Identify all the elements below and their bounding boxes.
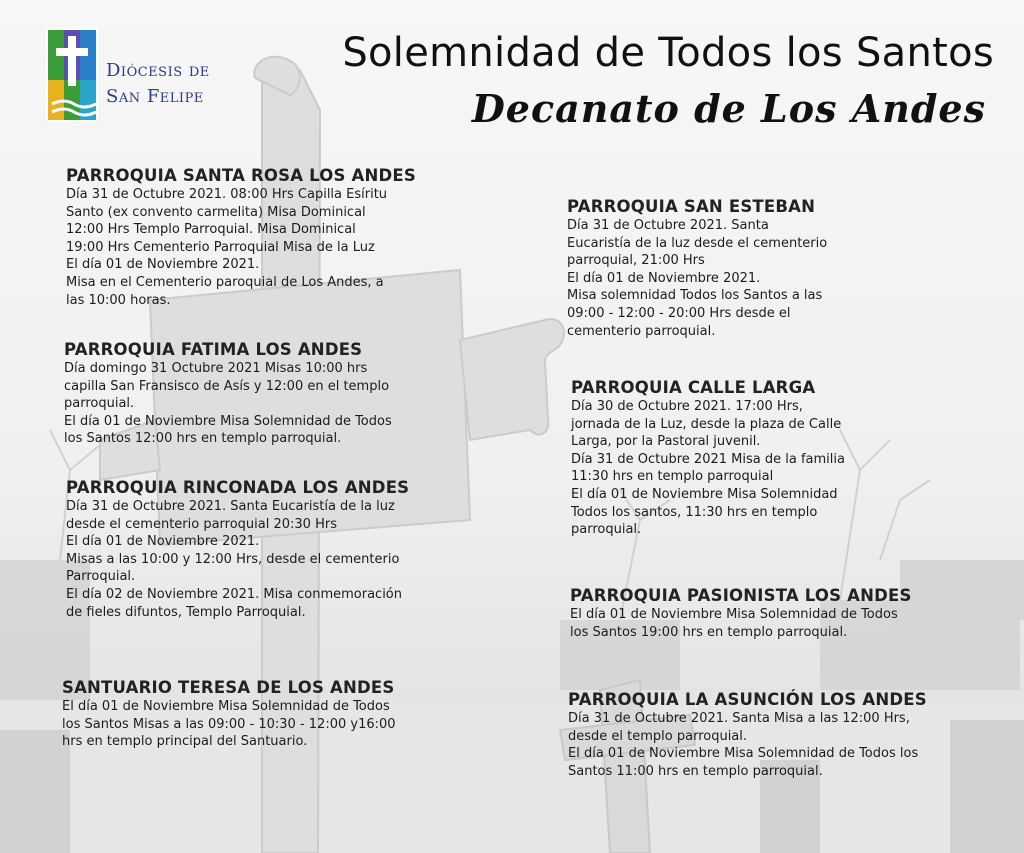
schedule-line: Día 30 de Octubre 2021. 17:00 Hrs, xyxy=(571,399,803,414)
schedule-line: 09:00 - 12:00 - 20:00 Hrs desde el xyxy=(567,305,791,321)
schedule-line: El día 01 de Noviembre Misa Solemnidad de Todos los xyxy=(568,746,919,762)
schedule-line: parroquial. xyxy=(64,396,135,412)
schedule-line: El día 01 de Noviembre 2021. xyxy=(66,534,260,550)
schedule-line: hrs en templo principal del Santuario. xyxy=(62,734,308,750)
parish-block-santa-rosa xyxy=(66,166,416,309)
schedule-line: 12:00 Hrs Templo Parroquial. Misa Dominical xyxy=(66,222,356,238)
parish-block-la-asuncion xyxy=(568,690,927,780)
schedule-line: El día 01 de Noviembre Misa Solemnidad de Todos xyxy=(64,413,392,429)
schedule-line: El día 02 de Noviembre 2021. Misa conmemoración xyxy=(66,586,402,602)
schedule-line: Santos 11:00 hrs en templo parroquial. xyxy=(568,763,823,779)
parish-block-pasionista xyxy=(570,586,912,641)
schedule-line: desde el cementerio parroquial 20:30 Hrs xyxy=(66,516,337,532)
schedule-line: Misas a las 10:00 y 12:00 Hrs, desde el cementerio xyxy=(66,551,400,567)
diocese-name-line1: Diócesis de xyxy=(106,60,210,81)
schedule-line: 11:30 hrs en templo parroquial xyxy=(571,469,774,485)
schedule-line: Día 31 de Octubre 2021. Santa Misa a las 12:00 Hrs, xyxy=(568,711,910,726)
schedule-line: desde el templo parroquial. xyxy=(568,728,748,744)
parish-block-calle-larga xyxy=(571,378,845,539)
page-title: Solemnidad de Todos los Santos xyxy=(342,30,994,76)
schedule-line: Santo (ex convento carmelita) Misa Dominical xyxy=(66,204,366,220)
schedule-line: 19:00 Hrs Cementerio Parroquial Misa de la Luz xyxy=(66,239,375,255)
schedule-line: Larga, por la Pastoral juvenil. xyxy=(571,434,761,450)
parish-name: PARROQUIA LA ASUNCIÓN LOS ANDES xyxy=(568,690,927,709)
schedule-line: Día 31 de Octubre 2021. Santa Eucaristía de la luz xyxy=(66,499,395,514)
schedule-line: parroquial. xyxy=(571,522,642,538)
schedule-line: Todos los santos, 11:30 hrs en templo xyxy=(571,504,818,520)
diocese-name xyxy=(106,58,210,110)
schedule-line: los Santos 12:00 hrs en templo parroquial. xyxy=(64,431,342,447)
parish-block-santuario-teresa xyxy=(62,678,396,751)
schedule-line: El día 01 de Noviembre 2021. xyxy=(66,257,260,273)
schedule-line: capilla San Fransisco de Asís y 12:00 en el templo xyxy=(64,378,390,394)
schedule-line: El día 01 de Noviembre 2021. xyxy=(567,270,761,286)
schedule-line: Misa solemnidad Todos los Santos a las xyxy=(567,288,823,304)
schedule-line: Eucaristía de la luz desde el cementerio xyxy=(567,235,828,251)
schedule-line: Día domingo 31 Octubre 2021 Misas 10:00 hrs xyxy=(64,361,368,376)
schedule-line: Día 31 de Octubre 2021 Misa de la familia xyxy=(571,451,845,467)
parish-name: PARROQUIA CALLE LARGA xyxy=(571,378,816,397)
parish-name: PARROQUIA SAN ESTEBAN xyxy=(567,197,816,216)
schedule-line: los Santos Misas a las 09:00 - 10:30 - 12:00 y16:00 xyxy=(62,716,396,732)
schedule-line: Día 31 de Octubre 2021. Santa xyxy=(567,218,769,233)
schedule-line: las 10:00 horas. xyxy=(66,292,171,308)
parish-block-san-esteban xyxy=(567,197,827,340)
schedule-line: cementerio parroquial. xyxy=(567,323,716,339)
parish-block-fatima xyxy=(64,340,392,448)
schedule-line: Día 31 de Octubre 2021. 08:00 Hrs Capilla Esíritu xyxy=(66,187,388,202)
schedule-line: de fieles difuntos, Templo Parroquial. xyxy=(66,604,306,620)
parish-name: PARROQUIA FATIMA LOS ANDES xyxy=(64,340,363,359)
parish-name: PARROQUIA PASIONISTA LOS ANDES xyxy=(570,586,912,605)
schedule-line: Parroquial. xyxy=(66,569,136,585)
schedule-line: jornada de la Luz, desde la plaza de Calle xyxy=(571,416,842,432)
schedule-line: El día 01 de Noviembre Misa Solemnidad de Todos xyxy=(62,699,390,714)
page-subtitle: Decanato de Los Andes xyxy=(471,86,986,131)
schedule-line: Misa en el Cementerio paroquial de Los Andes, a xyxy=(66,274,384,290)
parish-block-rinconada xyxy=(66,478,409,621)
parish-name: SANTUARIO TERESA DE LOS ANDES xyxy=(62,678,395,697)
schedule-line: los Santos 19:00 hrs en templo parroquial. xyxy=(570,624,848,640)
schedule-line: El día 01 de Noviembre Misa Solemnidad xyxy=(571,486,838,502)
schedule-line: parroquial, 21:00 Hrs xyxy=(567,253,705,269)
parish-name: PARROQUIA RINCONADA LOS ANDES xyxy=(66,478,410,497)
schedule-line: El día 01 de Noviembre Misa Solemnidad de Todos xyxy=(570,607,898,622)
diocese-name-line2: San Felipe xyxy=(106,86,204,107)
parish-name: PARROQUIA SANTA ROSA LOS ANDES xyxy=(66,166,416,185)
